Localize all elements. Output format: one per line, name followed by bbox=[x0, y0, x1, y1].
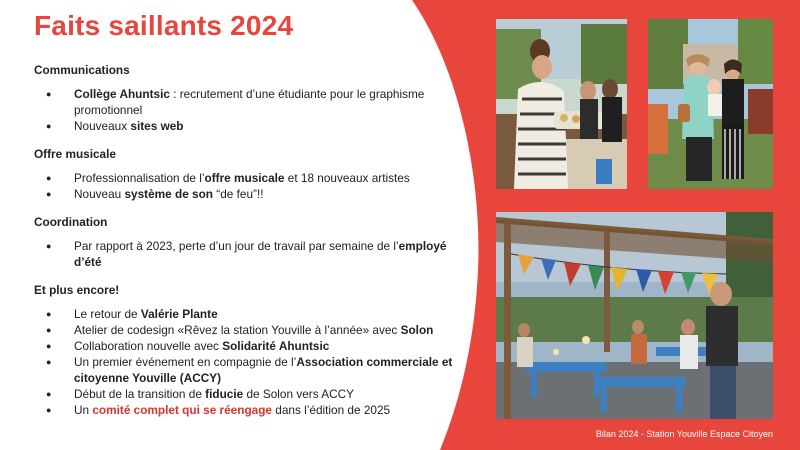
bold-text: Solon bbox=[400, 323, 434, 337]
section-title: Offre musicale bbox=[34, 147, 116, 161]
text: Professionnalisation de l’ bbox=[74, 171, 205, 185]
section-communications bbox=[34, 62, 474, 134]
text: Collaboration nouvelle avec bbox=[74, 339, 223, 353]
photo-volunteer-serving-image bbox=[496, 19, 627, 189]
page-title: Faits saillants 2024 bbox=[34, 10, 294, 41]
list-item bbox=[34, 170, 474, 186]
text: Nouveaux bbox=[74, 119, 131, 133]
list-item bbox=[34, 186, 474, 202]
list-item bbox=[34, 402, 474, 418]
photo-women-with-baby-image bbox=[648, 19, 773, 189]
section-title: Et plus encore! bbox=[34, 283, 120, 297]
section-offre-musicale bbox=[34, 146, 474, 202]
list-item bbox=[34, 118, 474, 134]
list-item bbox=[34, 386, 474, 402]
text: “de feu”!! bbox=[213, 187, 264, 201]
bullet-list bbox=[34, 306, 474, 418]
text: Nouveau bbox=[74, 187, 125, 201]
list-item bbox=[34, 338, 474, 354]
text: : recrutement d’une étudiante pour le graphisme promotionnel bbox=[74, 87, 425, 117]
bold-text: offre musicale bbox=[204, 171, 285, 185]
section-title: Communications bbox=[34, 63, 130, 77]
bullet-list bbox=[34, 170, 474, 202]
text: Par rapport à 2023, perte d’un jour de travail par semaine de l’ bbox=[74, 239, 399, 253]
bold-text: employé d’été bbox=[74, 239, 447, 269]
list-item bbox=[34, 354, 474, 386]
list-item bbox=[34, 86, 474, 118]
bold-text: Collège Ahuntsic bbox=[74, 87, 170, 101]
list-item bbox=[34, 238, 474, 270]
text: et 18 nouveaux artistes bbox=[284, 171, 410, 185]
bullet-list bbox=[34, 238, 474, 270]
list-item bbox=[34, 306, 474, 322]
photo-volunteer-serving bbox=[496, 19, 627, 189]
bold-text: Valérie Plante bbox=[140, 307, 218, 321]
bold-text: fiducie bbox=[205, 387, 244, 401]
bold-text: Association commerciale et citoyenne Youville (ACCY) bbox=[74, 355, 453, 385]
bold-text: système de son bbox=[124, 187, 214, 201]
text: Début de la transition de bbox=[74, 387, 206, 401]
text: Un bbox=[74, 403, 93, 417]
text: de Solon vers ACCY bbox=[243, 387, 355, 401]
bold-text: Solidarité Ahuntsic bbox=[222, 339, 330, 353]
text: Un premier événement en compagnie de l’ bbox=[74, 355, 297, 369]
text: Le retour de bbox=[74, 307, 141, 321]
photo-evening-terrace bbox=[496, 212, 773, 419]
bold-text: sites web bbox=[130, 119, 184, 133]
section-coordination bbox=[34, 214, 474, 270]
text: Atelier de codesign «Rêvez la station Youville à l’année» avec bbox=[74, 323, 401, 337]
section-title: Coordination bbox=[34, 215, 108, 229]
photo-evening-terrace-image bbox=[496, 212, 773, 419]
list-item bbox=[34, 322, 474, 338]
text: dans l’édition de 2025 bbox=[272, 403, 391, 417]
highlight-text: comité complet qui se réengage bbox=[92, 403, 272, 417]
section-et-plus-encore bbox=[34, 282, 474, 418]
photo-women-with-baby bbox=[648, 19, 773, 189]
footer-caption: Bilan 2024 - Station Youville Espace Citoyen bbox=[595, 429, 773, 439]
bullet-list bbox=[34, 86, 474, 134]
slide-body bbox=[34, 62, 474, 430]
